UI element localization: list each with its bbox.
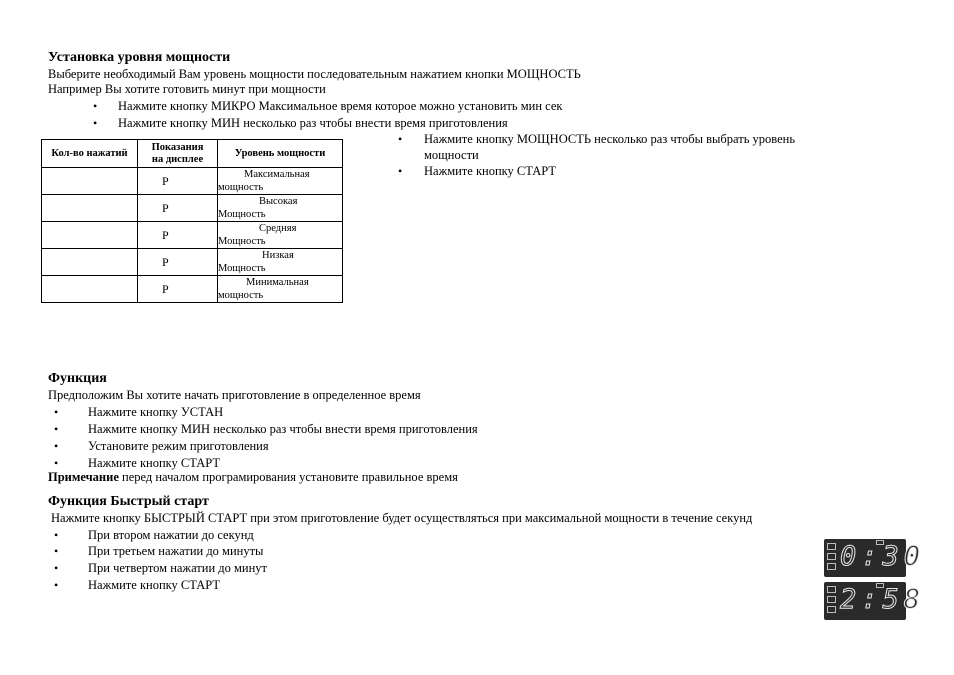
display-indicator-icon <box>827 543 836 550</box>
note-label: Примечание <box>48 470 119 484</box>
press-count-cell <box>42 195 138 222</box>
level-cell <box>218 249 343 276</box>
bullet-dot: • <box>54 405 59 419</box>
bullet-dot: • <box>54 422 59 436</box>
quick-bullet-1: При втором нажатии до секунд <box>88 528 254 542</box>
table-row <box>42 168 343 195</box>
table-row <box>42 195 343 222</box>
note-text: перед началом програмирования установите правильное время <box>118 470 458 484</box>
quick-start-title: Функция Быстрый старт <box>48 494 209 509</box>
bullet-dot: • <box>54 456 59 470</box>
function-bullet-4: Нажмите кнопку СТАРТ <box>88 456 221 470</box>
display-indicator-icon <box>827 596 836 603</box>
quick-bullet-2: При третьем нажатии до минуты <box>88 544 264 558</box>
function-intro: Предположим Вы хотите начать приготовление в определенное время <box>48 388 421 402</box>
display-cell: P <box>138 168 218 195</box>
level-cell <box>218 222 343 249</box>
table-row <box>42 222 343 249</box>
power-level-table <box>41 139 343 303</box>
display-indicator-icon <box>827 563 836 570</box>
power-right-bullet-2: Нажмите кнопку СТАРТ <box>424 164 557 178</box>
function-section-title: Функция <box>48 371 107 386</box>
header-display-line1: Показания <box>151 141 204 153</box>
level-line2: Мощность <box>218 236 266 247</box>
bullet-dot: • <box>54 439 59 453</box>
power-bullet-2: Нажмите кнопку МИН несколько раз чтобы внести время приготовления <box>118 116 508 130</box>
bullet-dot: • <box>93 116 98 130</box>
display-time: 2:58 <box>840 584 926 615</box>
level-line2: Мощность <box>218 209 266 220</box>
table-row <box>42 276 343 303</box>
display-cell: P <box>138 276 218 303</box>
level-line2: мощность <box>218 290 264 301</box>
function-bullet-1: Нажмите кнопку УСТАН <box>88 405 224 419</box>
display-indicator-icon <box>827 553 836 560</box>
bullet-dot: • <box>54 578 59 592</box>
power-line-1: Выберите необходимый Вам уровень мощности последовательным нажатием кнопки МОЩНОСТЬ <box>48 67 581 81</box>
display-time: 0:30 <box>840 541 926 572</box>
display-cell: P <box>138 222 218 249</box>
power-section-title: Установка уровня мощности <box>48 50 231 65</box>
bullet-dot: • <box>54 561 59 575</box>
function-bullet-3: Установите режим приготовления <box>88 439 269 453</box>
bullet-dot: • <box>93 99 98 113</box>
bullet-dot: • <box>398 132 403 146</box>
display-indicator-icon <box>827 586 836 593</box>
level-cell <box>218 195 343 222</box>
press-count-cell <box>42 222 138 249</box>
level-cell <box>218 276 343 303</box>
level-line2: Мощность <box>218 263 266 274</box>
header-display-line2: на дисплее <box>151 153 204 165</box>
led-display-2 <box>824 582 926 620</box>
press-count-cell <box>42 276 138 303</box>
quick-bullet-4: Нажмите кнопку СТАРТ <box>88 578 221 592</box>
header-power-level: Уровень мощности <box>218 140 343 168</box>
level-line1: Средняя <box>259 223 297 234</box>
power-bullet-1: Нажмите кнопку МИКРО Максимальное время которое можно установить мин сек <box>118 99 563 113</box>
press-count-cell <box>42 249 138 276</box>
function-bullet-2: Нажмите кнопку МИН несколько раз чтобы внести время приготовления <box>88 422 478 436</box>
quick-start-intro: Нажмите кнопку БЫСТРЫЙ СТАРТ при этом приготовление будет осуществляться при максимальной мощности в течение секунд <box>51 511 753 525</box>
power-right-bullet-1a: Нажмите кнопку МОЩНОСТЬ несколько раз чтобы выбрать уровень <box>424 132 796 146</box>
table-row <box>42 249 343 276</box>
level-line1: Максимальная <box>244 169 310 180</box>
power-right-bullet-1b: мощности <box>424 148 479 162</box>
power-line-2: Например Вы хотите готовить минут при мощности <box>48 82 326 96</box>
bullet-dot: • <box>54 528 59 542</box>
level-cell <box>218 168 343 195</box>
led-display-1 <box>824 539 926 577</box>
bullet-dot: • <box>398 164 403 178</box>
press-count-cell <box>42 168 138 195</box>
function-note <box>48 470 458 485</box>
header-display <box>138 140 218 168</box>
header-press-count: Кол-во нажатий <box>42 140 138 168</box>
level-line2: мощность <box>218 182 264 193</box>
display-cell: P <box>138 249 218 276</box>
level-line1: Высокая <box>259 196 298 207</box>
display-indicator-icon <box>827 606 836 613</box>
table-header-row <box>42 140 343 168</box>
bullet-dot: • <box>54 544 59 558</box>
level-line1: Низкая <box>262 250 294 261</box>
display-cell: P <box>138 195 218 222</box>
level-line1: Минимальная <box>246 277 309 288</box>
quick-bullet-3: При четвертом нажатии до минут <box>88 561 267 575</box>
